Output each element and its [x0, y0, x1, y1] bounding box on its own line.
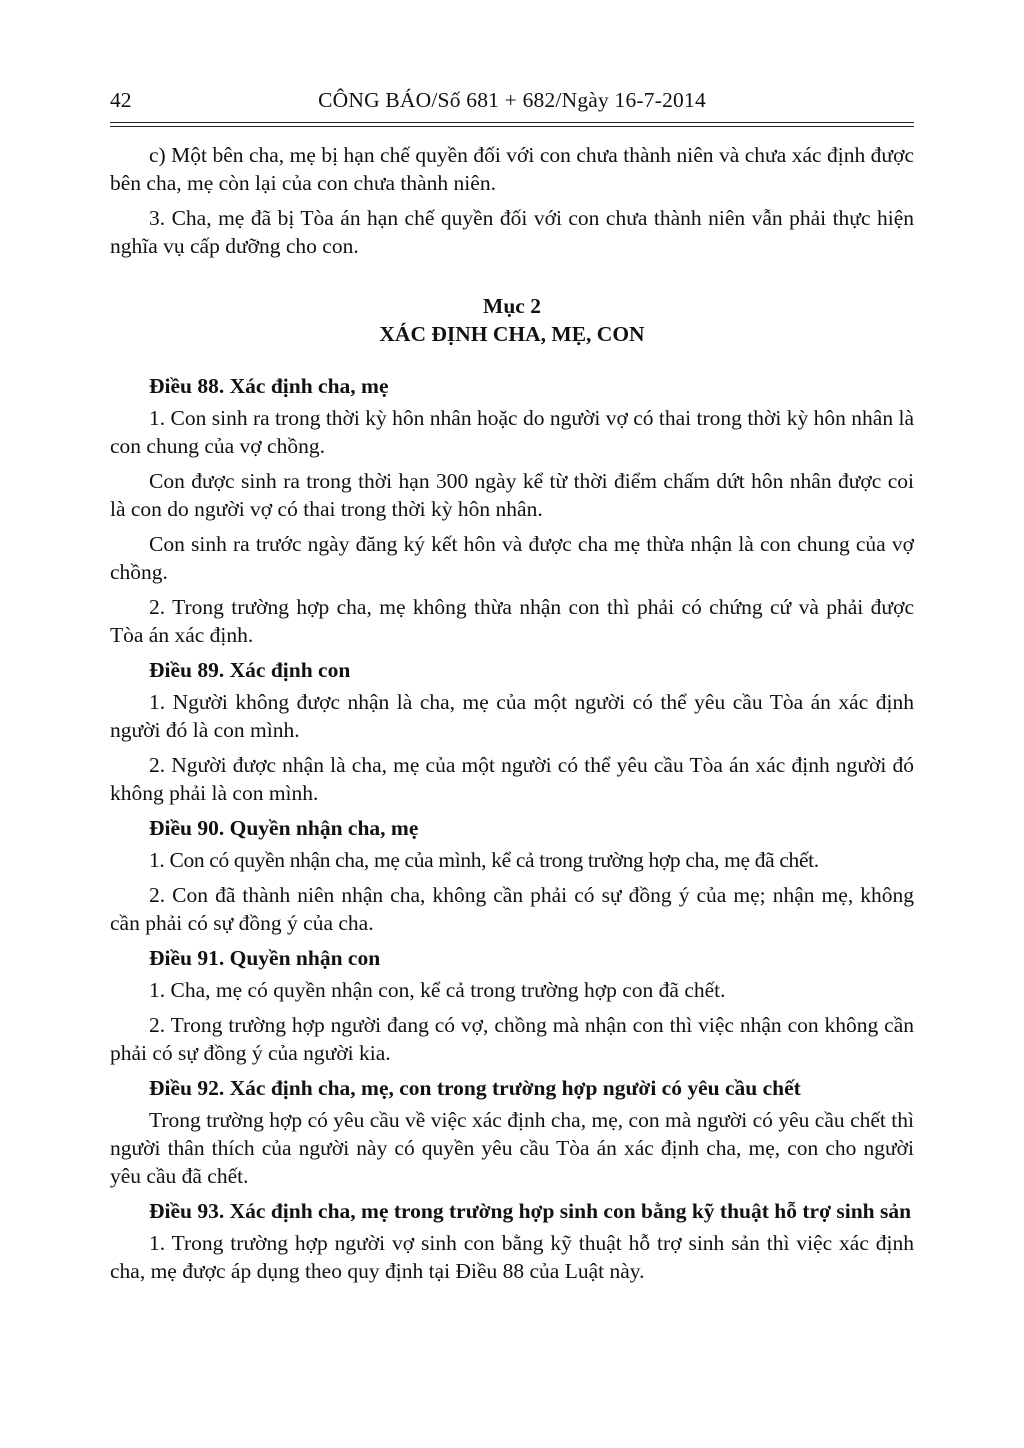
article-paragraph: 2. Trong trường hợp người đang có vợ, chồng mà nhận con thì việc nhận con không cần phải có sự đồng ý của người kia.: [110, 1013, 914, 1065]
article-paragraph: 1. Con có quyền nhận cha, mẹ của mình, kể cả trong trường hợp cha, mẹ đã chết.: [149, 848, 819, 872]
article-paragraph: 1. Con sinh ra trong thời kỳ hôn nhân hoặc do người vợ có thai trong thời kỳ hôn nhân là con chung của vợ chồng.: [110, 406, 914, 458]
paragraph-intro-c: c) Một bên cha, mẹ bị hạn chế quyền đối với con chưa thành niên và chưa xác định được bên cha, mẹ còn lại của con chưa thành niên.: [110, 143, 914, 195]
article-paragraph: 2. Trong trường hợp cha, mẹ không thừa nhận con thì phải có chứng cứ và phải được Tòa án xác định.: [110, 595, 914, 647]
article-title: Điều 92. Xác định cha, mẹ, con trong trường hợp người có yêu cầu chết: [149, 1076, 801, 1100]
article-paragraph: Con sinh ra trước ngày đăng ký kết hôn và được cha mẹ thừa nhận là con chung của vợ chồng.: [110, 532, 914, 584]
article-title: Điều 93. Xác định cha, mẹ trong trường hợp sinh con bằng kỹ thuật hỗ trợ sinh sản: [149, 1199, 912, 1223]
header-rule-bottom: [110, 126, 914, 127]
article-92: [110, 1074, 914, 1190]
section-label: Mục 2: [483, 294, 541, 318]
article-paragraph: Trong trường hợp có yêu cầu về việc xác định cha, mẹ, con mà người có yêu cầu chết thì người thân thích của người này có quyền yêu cầu Tòa án xác định cha, mẹ, con cho người yêu cầu đã chết.: [110, 1108, 914, 1188]
section-heading: [110, 292, 914, 348]
article-paragraph: 2. Con đã thành niên nhận cha, không cần phải có sự đồng ý của mẹ; nhận mẹ, không cần phải có sự đồng ý của cha.: [110, 883, 914, 935]
article-paragraph: 1. Cha, mẹ có quyền nhận con, kể cả trong trường hợp con đã chết.: [149, 978, 726, 1002]
article-title: Điều 89. Xác định con: [149, 658, 351, 682]
article-paragraph: 1. Người không được nhận là cha, mẹ của một người có thể yêu cầu Tòa án xác định người đó là con mình.: [110, 690, 914, 742]
article-91: [110, 944, 914, 1067]
article-paragraph: 1. Trong trường hợp người vợ sinh con bằng kỹ thuật hỗ trợ sinh sản thì việc xác định cha, mẹ được áp dụng theo quy định tại Điều 88 của Luật này.: [110, 1231, 914, 1283]
paragraph-intro-3: 3. Cha, mẹ đã bị Tòa án hạn chế quyền đối với con chưa thành niên vẫn phải thực hiện nghĩa vụ cấp dưỡng cho con.: [110, 206, 914, 258]
article-89: [110, 656, 914, 807]
page-number: 42: [110, 88, 132, 112]
article-88: [110, 372, 914, 649]
article-title: Điều 91. Quyền nhận con: [149, 946, 381, 970]
gazette-title: CÔNG BÁO/Số 681 + 682/Ngày 16-7-2014: [318, 88, 706, 112]
article-title: Điều 88. Xác định cha, mẹ: [149, 374, 389, 398]
article-title: Điều 90. Quyền nhận cha, mẹ: [149, 816, 419, 840]
header-rule-top: [110, 122, 914, 123]
page-body: [110, 141, 914, 1292]
article-paragraph: Con được sinh ra trong thời hạn 300 ngày kể từ thời điểm chấm dứt hôn nhân được coi là con do người vợ có thai trong thời kỳ hôn nhân.: [110, 469, 914, 521]
article-90: [110, 814, 914, 937]
article-paragraph: 2. Người được nhận là cha, mẹ của một người có thể yêu cầu Tòa án xác định người đó không phải là con mình.: [110, 753, 914, 805]
article-93: [110, 1197, 914, 1285]
section-title: XÁC ĐỊNH CHA, MẸ, CON: [379, 322, 645, 346]
